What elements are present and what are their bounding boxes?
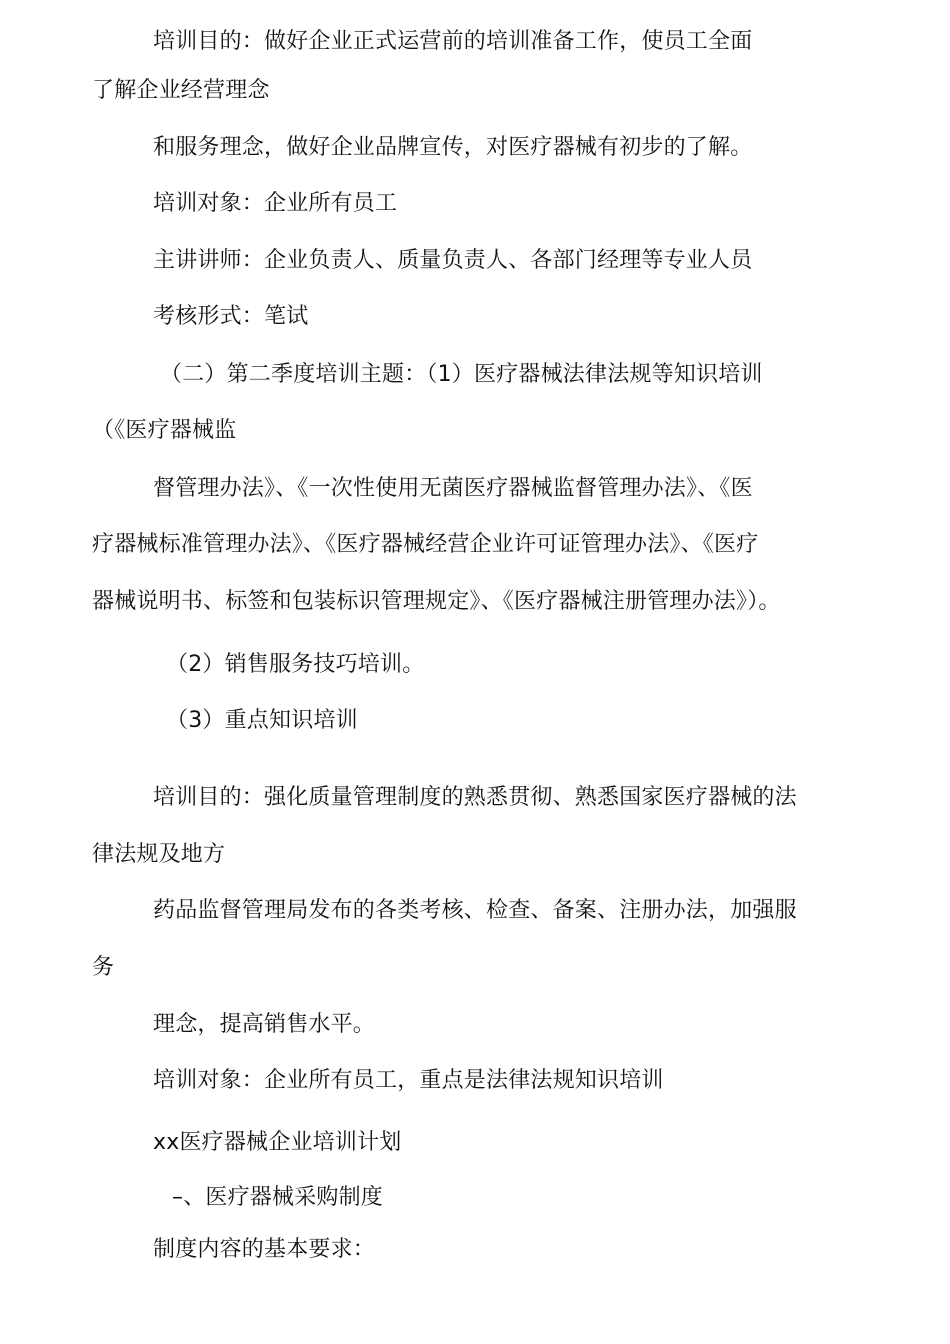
paragraph-line: 疗器械标准管理办法》、《医疗器械经营企业许可证管理办法》、《医疗 (92, 532, 759, 557)
paragraph-line: 器械说明书、标签和包装标识管理规定》、《医疗器械注册管理办法》）。 (92, 589, 781, 614)
paragraph-line: 理念，提高销售水平。 (153, 1012, 376, 1037)
paragraph-line: 律法规及地方 (92, 842, 226, 867)
section-heading: （二）第二季度培训主题：（1）医疗器械法律法规等知识培训 (160, 362, 763, 387)
paragraph-line: 和服务理念，做好企业品牌宣传，对医疗器械有初步的了解。 (153, 135, 753, 160)
list-item: （3）重点知识培训 (166, 708, 358, 733)
paragraph-line: 药品监督管理局发布的各类考核、检查、备案、注册办法，加强服 (153, 898, 797, 923)
paragraph-line: 制度内容的基本要求： (153, 1237, 376, 1262)
section-heading: –、医疗器械采购制度 (172, 1185, 384, 1210)
paragraph-line: 培训对象：企业所有员工 (153, 191, 398, 216)
paragraph-line: （《医疗器械监 (92, 418, 237, 443)
paragraph-line: 了解企业经营理念 (92, 78, 270, 103)
paragraph-line: 培训对象：企业所有员工，重点是法律法规知识培训 (153, 1068, 664, 1093)
paragraph-line: 培训目的：强化质量管理制度的熟悉贯彻、熟悉国家医疗器械的法 (153, 785, 797, 810)
paragraph-line: 培训目的：做好企业正式运营前的培训准备工作，使员工全面 (153, 29, 753, 54)
paragraph-line: 主讲讲师：企业负责人、质量负责人、各部门经理等专业人员 (153, 248, 753, 273)
list-item: （2）销售服务技巧培训。 (166, 652, 425, 677)
document-title: xx医疗器械企业培训计划 (153, 1130, 402, 1155)
paragraph-line: 务 (92, 955, 115, 980)
paragraph-line: 督管理办法》、《一次性使用无菌医疗器械监督管理办法》、《医 (153, 476, 753, 501)
paragraph-line: 考核形式：笔试 (153, 304, 309, 329)
